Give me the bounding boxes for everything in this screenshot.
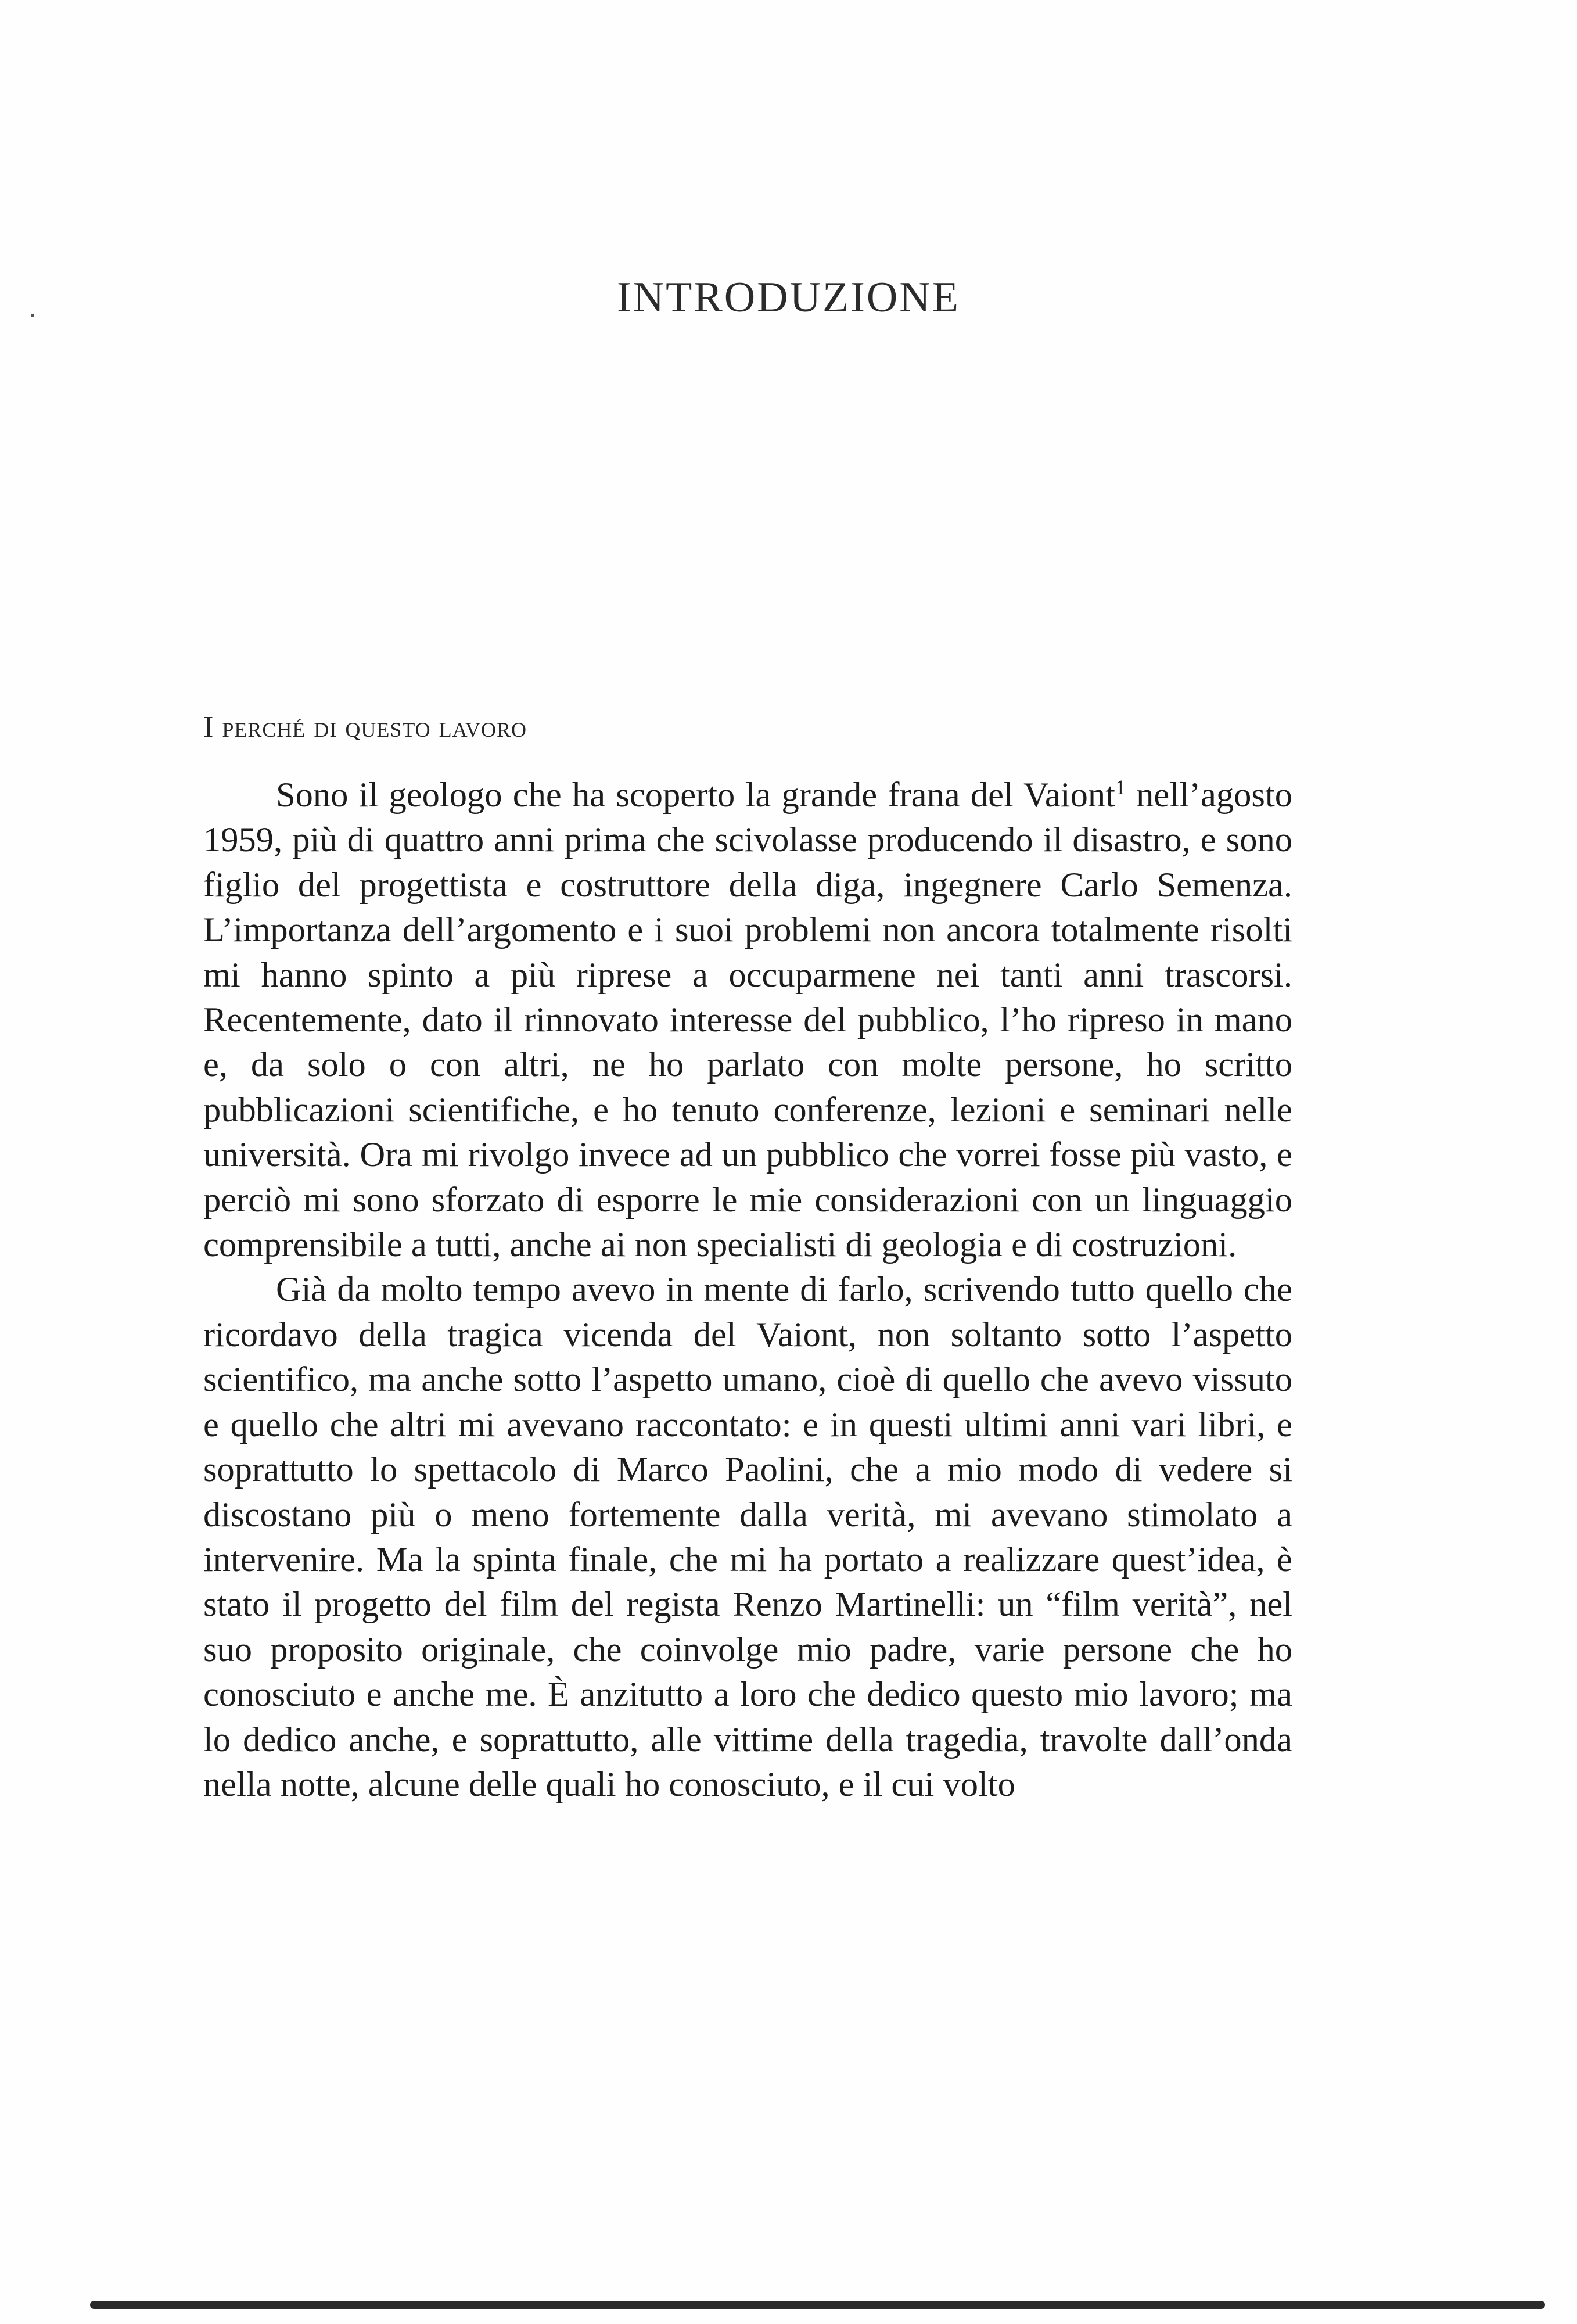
chapter-title: INTRODUZIONE — [617, 274, 960, 321]
paragraph-1 — [203, 773, 1292, 1267]
section-heading: I perché di questo lavoro — [203, 711, 527, 744]
footnote-reference: 1 — [1115, 775, 1126, 799]
paragraph-1-lead: Sono il geologo che ha scoperto la grande frana del Vaiont — [276, 776, 1115, 815]
body-text — [203, 773, 1292, 1807]
paragraph-1-rest: nell’agosto 1959, più di quattro anni prima che scivolasse producendo il disastro, e sono figlio del progettista e costruttore della diga, ingegnere Carlo Semenza. L’importanza dell’argomento e i suoi problemi non ancora totalmente risolti mi hanno spinto a più riprese a occuparmene nei tanti anni trascorsi. Recentemente, dato il rinnovato interesse del pubblico, l’ho ripreso in mano e, da solo o con altri, ne ho parlato con molte persone, ho scritto pubblicazioni scientifiche, e ho tenuto conferenze, lezioni e seminari nelle università. Ora mi rivolgo invece ad un pubblico che vorrei fosse più vasto, e perciò mi sono sforzato di esporre le mie considerazioni con un linguaggio comprensibile a tutti, anche ai non specialisti di geologia e di costruzioni. — [203, 776, 1292, 1265]
bottom-edge-rule — [90, 2301, 1545, 2309]
paragraph-2: Già da molto tempo avevo in mente di farlo, scrivendo tutto quello che ricordavo della tragica vicenda del Vaiont, non soltanto sotto l’aspetto scientifico, ma anche sotto l’aspetto umano, cioè di quello che avevo vissuto e quello che altri mi avevano raccontato: e in questi ultimi anni vari libri, e soprattutto lo spettacolo di Marco Paolini, che a mio modo di vedere si discostano più o meno fortemente dalla verità, mi avevano stimolato a intervenire. Ma la spinta finale, che mi ha portato a realizzare quest’idea, è stato il progetto del film del regista Renzo Martinelli: un “film verità”, nel suo proposito originale, che coinvolge mio padre, varie persone che ho conosciuto e anche me. È anzitutto a loro che dedico questo mio lavoro; ma lo dedico anche, e soprattutto, alle vittime della tragedia, travolte dall’onda nella notte, alcune delle quali ho conosciuto, e il cui volto — [203, 1270, 1292, 1804]
